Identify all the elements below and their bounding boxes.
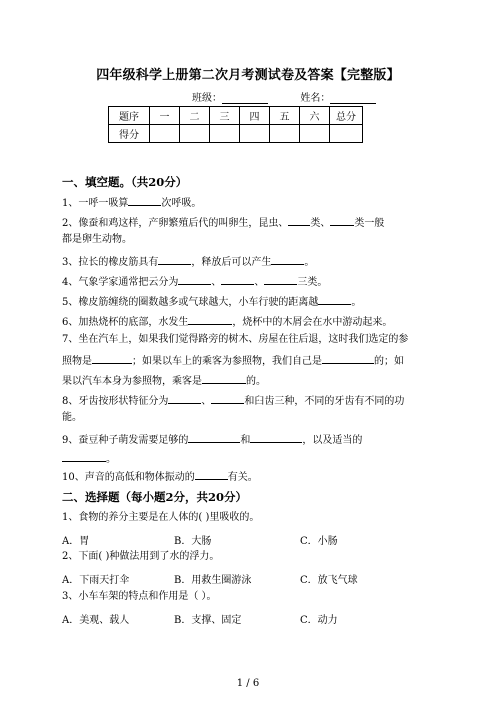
answer-blank — [271, 254, 304, 265]
answer-blank — [288, 215, 310, 226]
answer-blank — [168, 393, 201, 404]
answer-blank — [188, 314, 232, 325]
class-label: 班级： — [192, 93, 222, 104]
option-a: A．胃 — [62, 536, 90, 547]
score-header-cell: 五 — [270, 107, 300, 125]
question-9-cont: 。 — [62, 451, 116, 466]
question-9: 9、蚕豆种子萌发需要足够的 和 ，以及适当的 — [62, 432, 362, 447]
answer-blank — [178, 274, 211, 285]
answer-blank — [318, 294, 351, 305]
question-8-cont: 能。 — [62, 412, 82, 423]
score-cell — [300, 125, 330, 143]
question-8: 8、牙齿按形状特征分为 、 和臼齿三种，不同的牙齿有不同的功 — [62, 393, 404, 408]
name-blank — [330, 92, 376, 104]
answer-blank — [202, 373, 246, 384]
score-header-cell: 题序 — [109, 107, 150, 125]
answer-blank — [195, 469, 228, 480]
score-header-cell: 二 — [180, 107, 210, 125]
answer-blank — [158, 254, 191, 265]
answer-blank — [211, 393, 244, 404]
score-cell — [270, 125, 300, 143]
section-heading-multiple-choice: 二、选择题（每小题2分，共20分） — [62, 490, 248, 504]
question-4: 4、气象学家通常把云分为 、 、 三类。 — [62, 274, 327, 289]
answer-blank — [330, 215, 354, 226]
question-7: 7、坐在汽车上，如果我们觉得路旁的树木、房屋在往后退，这时我们选定的参 — [62, 334, 409, 345]
option-a: A．美观、载人 — [62, 615, 130, 626]
option-b: B．用救生圈游泳 — [174, 575, 252, 586]
mc-question-1: 1、食物的养分主要是在人体的( )里吸收的。 — [62, 512, 260, 523]
score-header-cell: 六 — [300, 107, 330, 125]
mc-question-2: 2、下面( )种做法用到了水的浮力。 — [62, 551, 220, 562]
score-header-cell: 三 — [210, 107, 240, 125]
score-cell — [240, 125, 270, 143]
question-7-cont: 照物是 ；如果以车上的乘客为参照物，我们自己是 的；如 — [62, 353, 404, 368]
option-c: C．放飞气球 — [300, 575, 358, 586]
option-b: B．大肠 — [174, 536, 212, 547]
question-3: 3、拉长的橡皮筋具有 ，释放后可以产生 。 — [62, 254, 314, 269]
question-2-cont: 都是卵生动物。 — [62, 234, 132, 245]
answer-blank — [250, 432, 302, 443]
student-info — [192, 89, 376, 104]
score-header-cell: 总分 — [330, 107, 363, 125]
name-label: 姓名： — [300, 93, 331, 104]
answer-blank — [128, 195, 161, 206]
question-7-cont: 果以汽车本身为参照物，乘客是 的。 — [62, 373, 266, 388]
answer-blank — [322, 353, 374, 364]
question-2: 2、像蚕和鸡这样，产卵繁殖后代的叫卵生，昆虫、 类、 类一般 — [62, 215, 384, 230]
section-heading-fill-in: 一、填空题。（共20分） — [62, 175, 188, 189]
score-header-cell: 一 — [150, 107, 180, 125]
option-c: C．小肠 — [300, 536, 338, 547]
score-cell — [150, 125, 180, 143]
question-6: 6、加热烧杯的底部，水发生 ，烧杯中的木屑会在水中游动起来。 — [62, 314, 392, 329]
page-title: 四年级科学上册第二次月考测试卷及答案【完整版】 — [96, 68, 400, 83]
question-1: 1、一呼一吸算 次呼吸。 — [62, 195, 201, 210]
question-5: 5、橡皮筋缠绕的圈数越多或气球越大，小车行驶的距离越 。 — [62, 294, 361, 309]
option-b: B．支撑、固定 — [174, 615, 242, 626]
option-c: C．动力 — [300, 615, 338, 626]
answer-blank — [264, 274, 297, 285]
answer-blank — [92, 353, 132, 364]
answer-blank — [221, 274, 254, 285]
answer-blank — [62, 451, 106, 462]
option-a: A．下雨天打伞 — [62, 575, 130, 586]
score-cell — [180, 125, 210, 143]
score-row-label: 得分 — [109, 125, 150, 143]
score-table — [108, 106, 363, 143]
mc-question-3: 3、小车车架的特点和作用是（ ）。 — [62, 591, 217, 602]
score-table-header-row — [109, 107, 363, 125]
page-number: 1 / 6 — [236, 678, 260, 689]
score-cell — [330, 125, 363, 143]
answer-blank — [188, 432, 240, 443]
question-10: 10、声音的高低和物体振动的 有关。 — [62, 469, 258, 484]
class-blank — [222, 92, 268, 104]
score-cell — [210, 125, 240, 143]
score-header-cell: 四 — [240, 107, 270, 125]
score-table-score-row — [109, 125, 363, 143]
